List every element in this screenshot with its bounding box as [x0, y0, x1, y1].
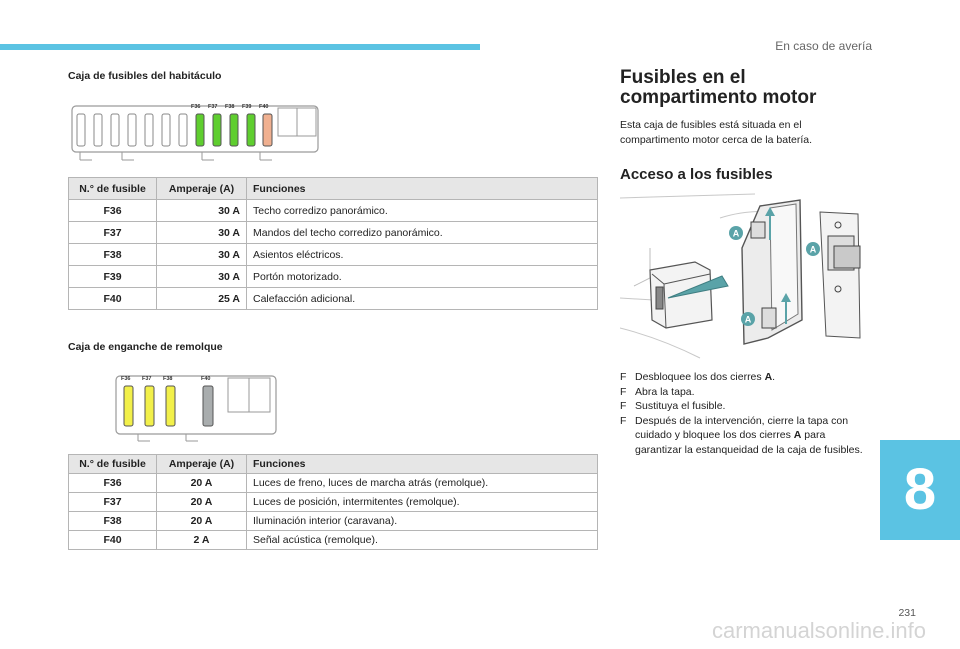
step-bullet-icon: F [620, 371, 627, 383]
fuse-f38-slot [230, 114, 238, 146]
table-header-row [69, 455, 598, 474]
fuse-amperage: 2 A [157, 531, 247, 550]
fuse-f39-slot [247, 114, 255, 146]
list-item: F Después de la intervención, cierre la tapa con cuidado y bloquee los dos cierres A para garantizar la estanqueidad de la caja de fusibles. [620, 414, 863, 456]
table-row [69, 266, 598, 288]
fuse-f37-slot [145, 386, 154, 426]
fuse-amperage: 25 A [157, 288, 247, 310]
fuse-number: F37 [69, 222, 157, 244]
fuse-function: Luces de freno, luces de marcha atrás (remolque). [247, 474, 598, 493]
fuse-f40-slot [263, 114, 272, 146]
towbar-fuse-label: F38 [163, 376, 173, 382]
table-row [69, 244, 598, 266]
table-row [69, 531, 598, 550]
fuse-amperage: 30 A [157, 200, 247, 222]
fuse-function: Iluminación interior (caravana). [247, 512, 598, 531]
fuse-f38-slot [166, 386, 175, 426]
fuse-number: F36 [69, 474, 157, 493]
fuse-f37-slot [213, 114, 221, 146]
towbar-fuse-label: F37 [142, 376, 152, 382]
fuse-amperage: 30 A [157, 266, 247, 288]
towbar-fuse-label: F36 [121, 376, 131, 382]
step-bullet-icon: F [620, 400, 627, 412]
list-item: F Abra la tapa. [620, 385, 695, 398]
cabin-fusebox-diagram [70, 98, 324, 164]
fuse-number: F36 [69, 200, 157, 222]
fuse-f36-slot [124, 386, 133, 426]
fuse-function: Asientos eléctricos. [247, 244, 598, 266]
column-header: Funciones [247, 178, 598, 200]
table-row [69, 474, 598, 493]
table-row [69, 200, 598, 222]
cabin-fuse-label: F38 [225, 104, 235, 110]
towbar-fusebox-title: Caja de enganche de remolque [68, 341, 223, 353]
table-header-row [69, 178, 598, 200]
step-bullet-icon: F [620, 385, 627, 398]
header-accent-bar [0, 44, 480, 50]
cabin-fuse-label: F40 [259, 104, 269, 110]
fuse-number: F38 [69, 244, 157, 266]
fuse-amperage: 20 A [157, 493, 247, 512]
fuse-function: Portón motorizado. [247, 266, 598, 288]
column-header: N.° de fusible [69, 455, 157, 474]
towbar-fuse-label: F40 [201, 376, 211, 382]
fuse-number: F40 [69, 288, 157, 310]
column-header: N.° de fusible [69, 178, 157, 200]
lock-marker-a: A [744, 314, 752, 325]
engine-fuses-intro: Esta caja de fusibles está situada en el compartimento motor cerca de la batería. [620, 119, 813, 146]
fuse-f40-slot [203, 386, 213, 426]
fuse-f36-slot [196, 114, 204, 146]
table-row [69, 493, 598, 512]
towbar-fusebox-diagram [114, 368, 284, 446]
column-header: Amperaje (A) [157, 455, 247, 474]
fuse-function: Luces de posición, intermitentes (remolque). [247, 493, 598, 512]
towbar-fuse-table [68, 454, 598, 550]
fuse-number: F40 [69, 531, 157, 550]
fuse-access-steps [620, 370, 865, 457]
page-number: 231 [898, 607, 916, 619]
cabin-fuse-label: F37 [208, 104, 218, 110]
engine-fusebox-illustration [620, 188, 870, 363]
column-header: Funciones [247, 455, 598, 474]
fuse-function: Señal acústica (remolque). [247, 531, 598, 550]
chapter-tab: 8 [880, 440, 960, 540]
fuse-amperage: 30 A [157, 222, 247, 244]
watermark: carmanualsonline.info [711, 618, 926, 643]
cabin-fusebox-title: Caja de fusibles del habitáculo [68, 70, 222, 82]
step-bullet-icon: F [620, 414, 627, 427]
fuse-number: F37 [69, 493, 157, 512]
fuse-function: Mandos del techo corredizo panorámico. [247, 222, 598, 244]
column-header: Amperaje (A) [157, 178, 247, 200]
fuse-function: Techo corredizo panorámico. [247, 200, 598, 222]
fuse-function: Calefacción adicional. [247, 288, 598, 310]
engine-fuses-heading: Fusibles en el compartimento motor [620, 67, 817, 108]
fuse-amperage: 20 A [157, 512, 247, 531]
table-row [69, 512, 598, 531]
cabin-fuse-label: F39 [242, 104, 252, 110]
section-name: En caso de avería [775, 39, 872, 53]
lock-marker-a: A [732, 228, 740, 239]
table-row [69, 288, 598, 310]
lock-marker-a: A [809, 244, 817, 255]
fuse-access-heading: Acceso a los fusibles [620, 166, 773, 183]
cabin-fuse-table [68, 177, 598, 310]
fuse-amperage: 30 A [157, 244, 247, 266]
list-item: F Sustituya el fusible. [620, 400, 726, 412]
list-item: F Desbloquee los dos cierres A. [620, 371, 776, 383]
fuse-amperage: 20 A [157, 474, 247, 493]
fuse-number: F38 [69, 512, 157, 531]
fuse-number: F39 [69, 266, 157, 288]
cabin-fuse-label: F36 [191, 104, 201, 110]
table-row [69, 222, 598, 244]
